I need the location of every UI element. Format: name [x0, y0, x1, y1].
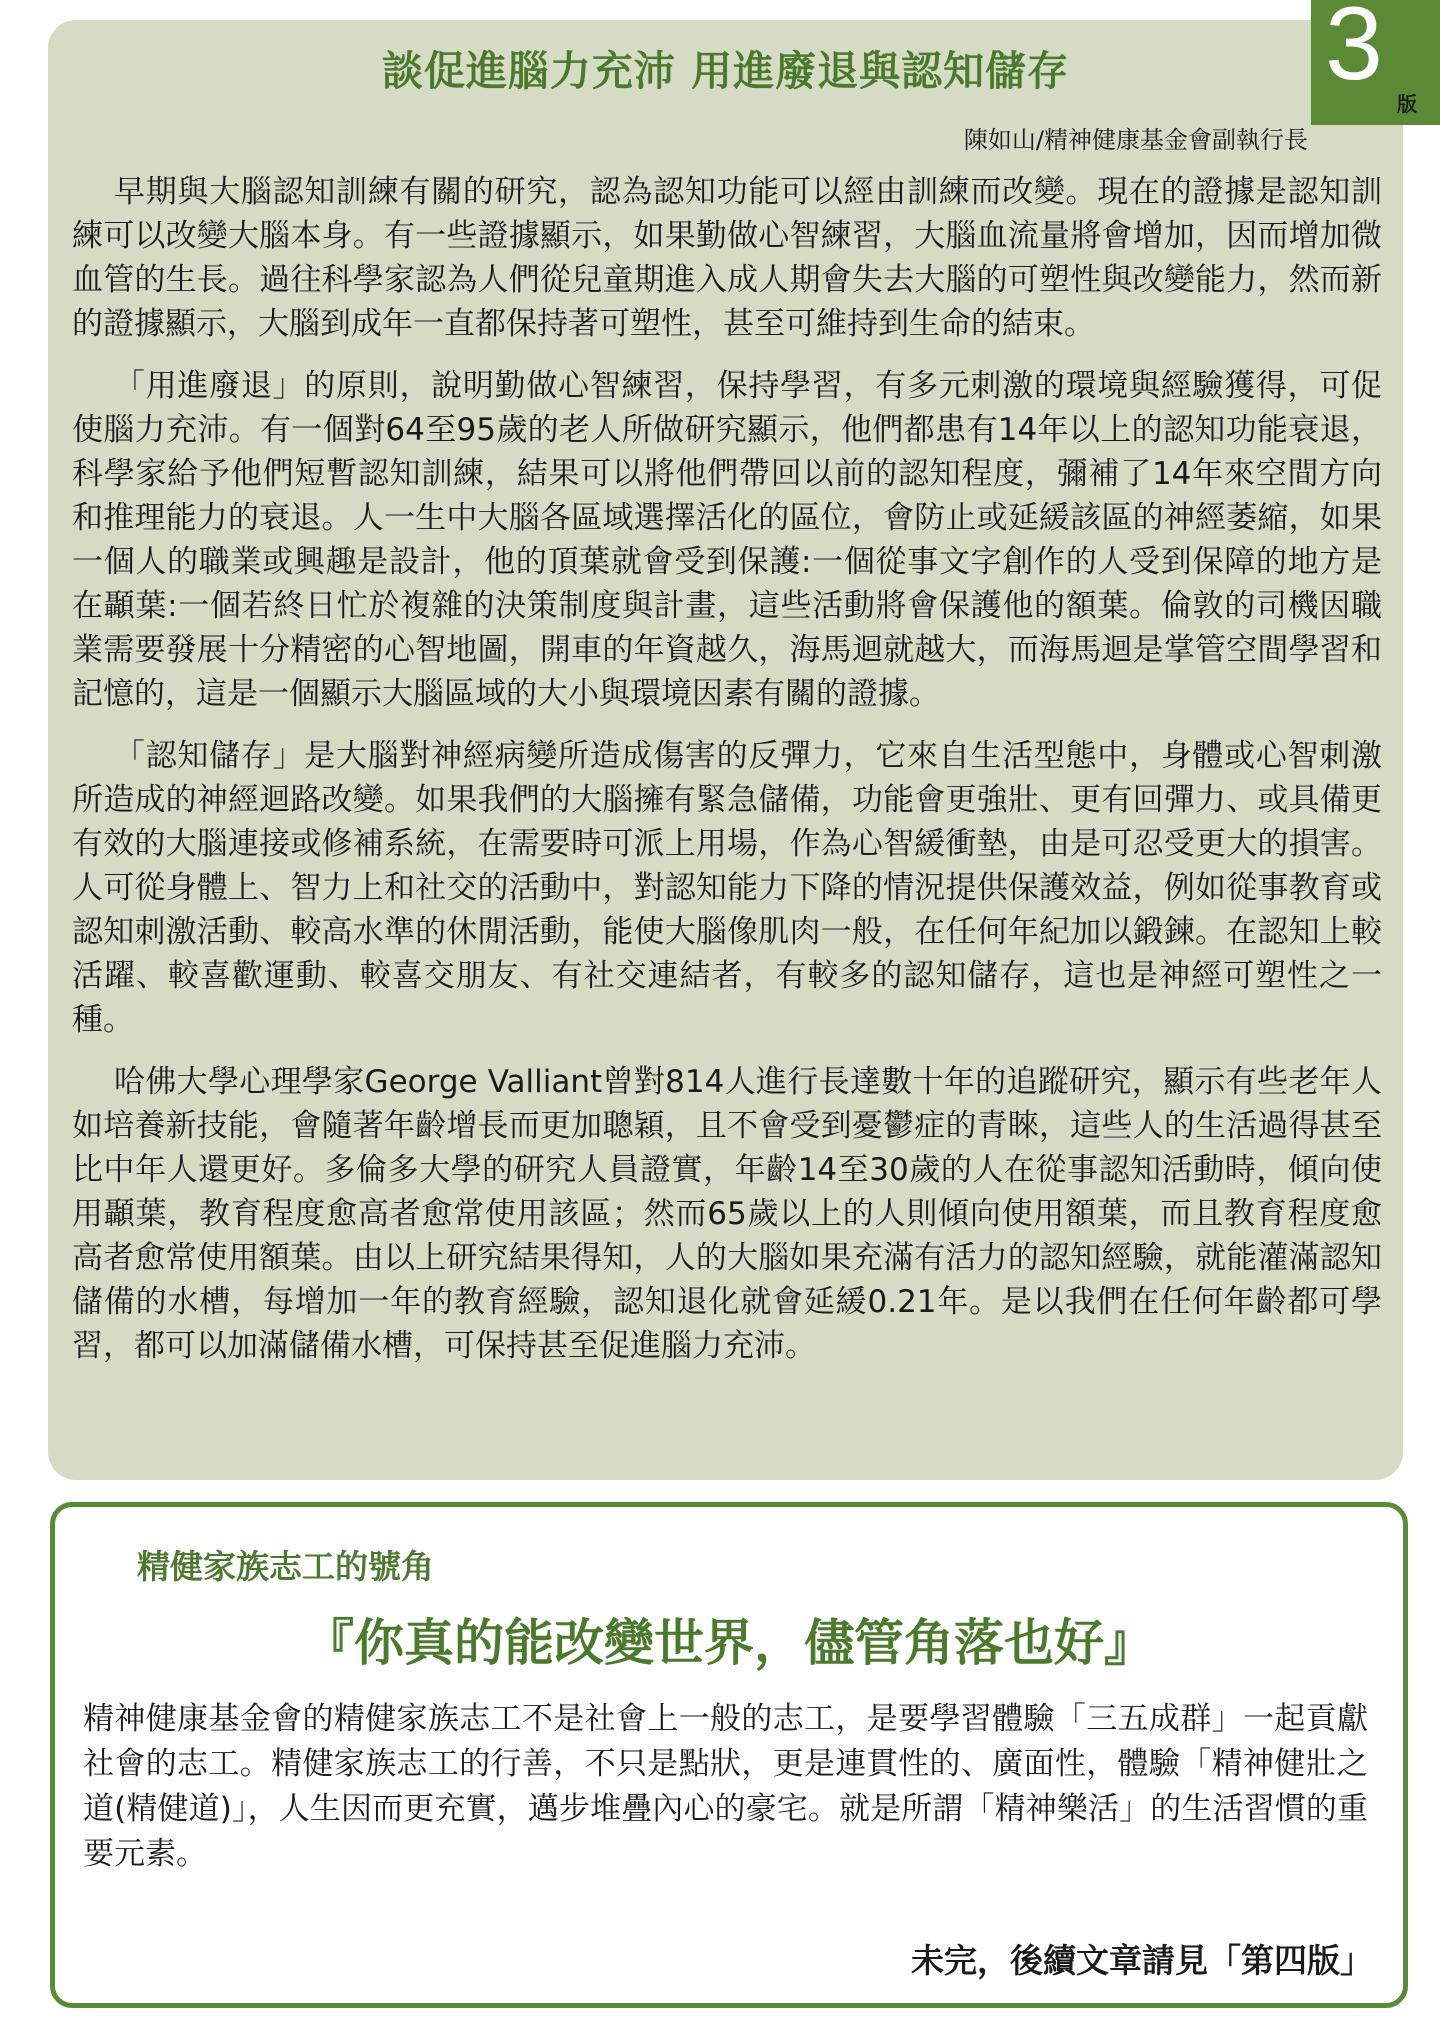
continued-note: 未完，後續文章請見「第四版」 — [911, 1941, 1373, 1980]
article-paragraph: 「認知儲存」是大腦對神經病變所造成傷害的反彈力，它來自生活型態中，身體或心智刺激所造成的神經迴路改變。如果我們的大腦擁有緊急儲備，功能會更強壯、更有回彈力、或具備更有效的大腦連接或修補系統，在需要時可派上用場，作為心智緩衝墊，由是可忍受更大的損害。人可從身體上、智力上和社交的活動中，對認知能力下降的情況提供保護效益，例如從事教育或認知刺激活動、較高水準的休閒活動，能使大腦像肌肉一般，在任何年紀加以鍛鍊。在認知上較活躍、較喜歡運動、較喜交朋友、有社交連結者，有較多的認知儲存，這也是神經可塑性之一種。 — [72, 738, 1382, 1038]
volunteer-box — [50, 1502, 1408, 2008]
page-number: 3 — [1325, 0, 1383, 102]
article-paragraph: 「用進廢退」的原則，說明勤做心智練習，保持學習，有多元刺激的環境與經驗獲得，可促使腦力充沛。有一個對64至95歲的老人所做研究顯示，他們都患有14年以上的認知功能衰退，科學家給予他們短暫認知訓練，結果可以將他們帶回以前的認知程度，彌補了14年來空間方向和推理能力的衰退。人一生中大腦各區域選擇活化的區位，會防止或延緩該區的神經萎縮，如果一個人的職業或興趣是設計，他的頂葉就會受到保護:一個從事文字創作的人受到保障的地方是在顳葉:一個若終日忙於複雜的決策制度與計畫，這些活動將會保護他的額葉。倫敦的司機因職業需要發展十分精密的心智地圖，開車的年資越久，海馬迴就越大，而海馬迴是掌管空間學習和記憶的，這是一個顯示大腦區域的大小與環境因素有關的證據。 — [72, 368, 1382, 712]
article-title: 談促進腦力充沛 用進廢退與認知儲存 — [381, 47, 1070, 95]
volunteer-section-title: 精健家族志工的號角 — [137, 1547, 434, 1586]
article-body — [72, 170, 1382, 1386]
page-number-suffix: 版 — [1397, 92, 1417, 116]
volunteer-body: 精神健康基金會的精健家族志工不是社會上一般的志工，是要學習體驗「三五成群」一起貢獻社會的志工。精健家族志工的行善，不只是點狀，更是連貫性的、廣面性，體驗「精神健壯之道(精健道)」，人生因而更充實，邁步堆疊內心的豪宅。就是所謂「精神樂活」的生活習慣的重要元素。 — [83, 1701, 1368, 1872]
article-paragraph: 早期與大腦認知訓練有關的研究，認為認知功能可以經由訓練而改變。現在的證據是認知訓練可以改變大腦本身。有一些證據顯示，如果勤做心智練習，大腦血流量將會增加，因而增加微血管的生長。過往科學家認為人們從兒童期進入成人期會失去大腦的可塑性與改變能力，然而新的證據顯示，大腦到成年一直都保持著可塑性，甚至可維持到生命的結束。 — [72, 174, 1382, 342]
article-panel — [48, 20, 1403, 1480]
article-paragraph: 哈佛大學心理學家George Valliant曾對814人進行長達數十年的追蹤研究，顯示有些老年人如培養新技能，會隨著年齡增長而更加聰穎，且不會受到憂鬱症的青睞，這些人的生活過得甚至比中年人還更好。多倫多大學的研究人員證實，年齡14至30歲的人在從事認知活動時，傾向使用顳葉，教育程度愈高者愈常使用該區；然而65歲以上的人則傾向使用額葉，而且教育程度愈高者愈常使用額葉。由以上研究結果得知，人的大腦如果充滿有活力的認知經驗，就能灌滿認知儲備的水槽，每增加一年的教育經驗，認知退化就會延緩0.21年。是以我們在任何年齡都可學習，都可以加滿儲備水槽，可保持甚至促進腦力充沛。 — [72, 1064, 1382, 1364]
page-number-badge — [1311, 0, 1440, 125]
volunteer-quote: 『你真的能改變世界，儘管角落也好』 — [304, 1614, 1154, 1672]
article-author: 陳如山/精神健康基金會副執行長 — [963, 126, 1308, 154]
